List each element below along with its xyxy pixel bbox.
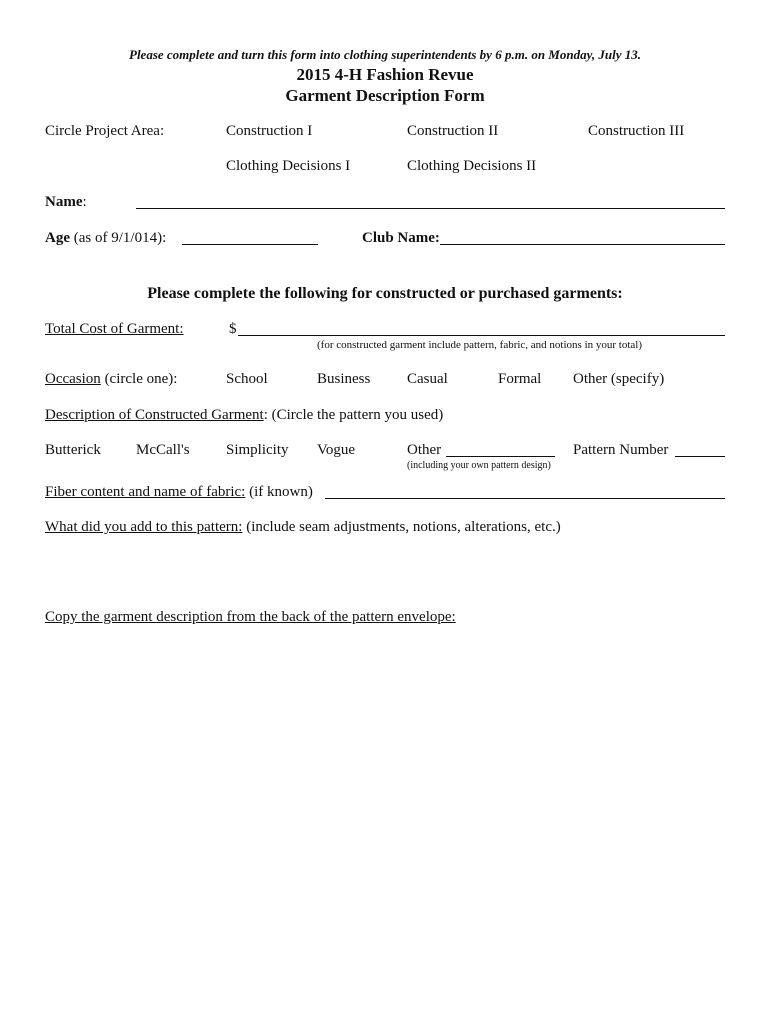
age-label-qualifier: (as of 9/1/014): <box>70 230 167 246</box>
name-field[interactable] <box>136 208 725 209</box>
pattern-number-field[interactable] <box>675 456 725 457</box>
occasion-label <box>45 371 177 388</box>
occasion-label-text: Occasion <box>45 371 101 387</box>
pattern-other-note: (including your own pattern design) <box>407 460 551 471</box>
option-construction-3[interactable]: Construction III <box>588 123 685 139</box>
pattern-simplicity[interactable]: Simplicity <box>226 442 289 458</box>
occasion-formal[interactable]: Formal <box>498 371 542 387</box>
club-name-field[interactable] <box>440 244 725 245</box>
additions-label <box>45 519 561 536</box>
copy-description-label: Copy the garment description from the back of the pattern envelope: <box>45 609 456 625</box>
pattern-butterick[interactable]: Butterick <box>45 442 101 458</box>
option-construction-2[interactable]: Construction II <box>407 123 499 139</box>
pattern-mccalls[interactable]: McCall's <box>136 442 190 458</box>
option-clothing-decisions-1[interactable]: Clothing Decisions I <box>226 158 351 174</box>
pattern-other-field[interactable] <box>446 456 555 457</box>
option-clothing-decisions-2[interactable]: Clothing Decisions II <box>407 158 537 174</box>
total-cost-label: Total Cost of Garment: <box>45 321 184 337</box>
total-cost-note: (for constructed garment include pattern, fabric, and notions in your total) <box>317 339 643 351</box>
submission-notice: Please complete and turn this form into clothing superintendents by 6 p.m. on Monday, July 13. <box>129 47 641 62</box>
total-cost-field[interactable] <box>238 335 725 336</box>
additions-label-text: What did you add to this pattern: <box>45 519 243 535</box>
form-title: 2015 4-H Fashion Revue <box>296 65 474 84</box>
occasion-school[interactable]: School <box>226 371 268 387</box>
age-label <box>45 230 166 247</box>
section-heading: Please complete the following for constructed or purchased garments: <box>147 285 623 302</box>
age-field[interactable] <box>182 244 318 245</box>
occasion-casual[interactable]: Casual <box>407 371 448 387</box>
pattern-vogue[interactable]: Vogue <box>317 442 356 458</box>
description-label-instruction: : (Circle the pattern you used) <box>263 407 444 423</box>
additions-label-instruction: (include seam adjustments, notions, alterations, etc.) <box>242 519 561 535</box>
occasion-other[interactable]: Other (specify) <box>573 371 665 387</box>
name-label-colon: : <box>82 194 87 210</box>
name-label-text: Name <box>45 194 83 210</box>
fiber-label <box>45 484 313 501</box>
club-name-label: Club Name: <box>362 230 440 246</box>
occasion-label-instruction: (circle one): <box>100 371 178 387</box>
description-label-text: Description of Constructed Garment <box>45 407 264 423</box>
fiber-label-text: Fiber content and name of fabric: <box>45 484 246 500</box>
fiber-label-qualifier: (if known) <box>245 484 313 500</box>
occasion-business[interactable]: Business <box>317 371 371 387</box>
age-label-text: Age <box>45 230 70 246</box>
project-area-label: Circle Project Area: <box>45 123 165 139</box>
description-label <box>45 407 443 424</box>
form-subtitle: Garment Description Form <box>285 86 485 105</box>
pattern-other-label: Other <box>407 442 442 458</box>
option-construction-1[interactable]: Construction I <box>226 123 313 139</box>
pattern-number-label: Pattern Number <box>573 442 669 458</box>
name-label <box>45 194 87 211</box>
fiber-field[interactable] <box>325 498 725 499</box>
currency-symbol: $ <box>229 321 237 337</box>
